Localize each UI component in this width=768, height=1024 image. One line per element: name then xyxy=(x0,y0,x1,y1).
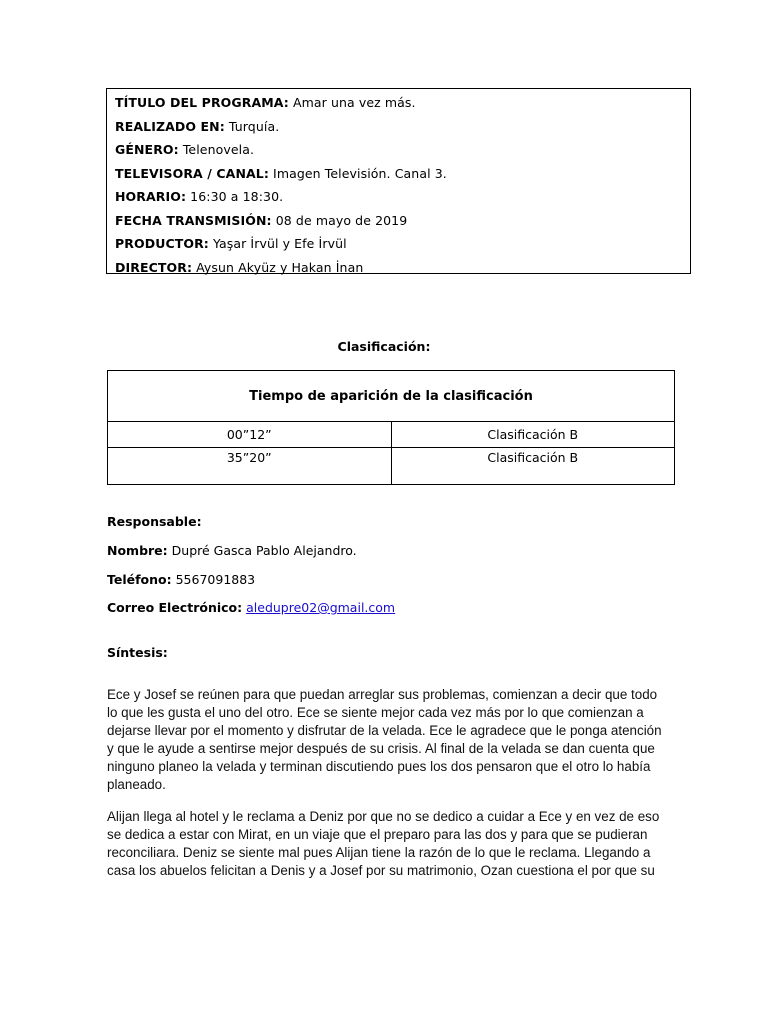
produced-in-label: REALIZADO EN: xyxy=(115,118,225,134)
genre-line xyxy=(115,138,690,162)
phone-value: 5567091883 xyxy=(171,572,256,587)
director-value: Aysun Akyüz y Hakan İnan xyxy=(192,259,364,275)
genre-label: GÉNERO: xyxy=(115,142,179,157)
classification-cell: Clasificación B xyxy=(391,422,675,448)
synthesis-heading xyxy=(107,645,168,660)
synthesis-paragraph-2: Alijan llega al hotel y le reclama a Deniz por que no se dedico a cuidar a Ece y en vez de eso se dedica a estar con Mirat, en un viaje que el preparo para las dos y para que se pudieran reconciliara. Deniz se siente mal pues Alijan tiene la razón de lo que le reclama. Llegando a casa los abuelos felicitan a Denis y a Josef por su matrimonio, Ozan cuestiona el por que su xyxy=(107,809,660,878)
director-line xyxy=(115,256,690,280)
schedule-line xyxy=(115,185,690,209)
produced-in-value: Turquía. xyxy=(224,118,280,134)
classification-header: Tiempo de aparición de la clasificación xyxy=(108,371,675,422)
name-value: Dupré Gasca Pablo Alejandro. xyxy=(167,543,357,558)
phone-label: Teléfono: xyxy=(107,572,172,587)
producer-label: PRODUCTOR: xyxy=(115,236,209,251)
phone-line xyxy=(107,572,255,587)
producer-value: Yaşar İrvül y Efe İrvül xyxy=(208,236,347,251)
program-title-value: Amar una vez más. xyxy=(288,95,416,110)
producer-line xyxy=(115,232,690,256)
synthesis-heading-text: Síntesis: xyxy=(107,645,168,660)
email-link[interactable]: aledupre02@gmail.com xyxy=(246,600,396,615)
classification-table xyxy=(107,370,675,485)
produced-in-line xyxy=(115,115,690,139)
name-line xyxy=(107,543,357,558)
channel-line xyxy=(115,162,690,186)
director-label: DIRECTOR: xyxy=(115,259,193,275)
schedule-value: 16:30 a 18:30. xyxy=(186,189,284,204)
classification-cell: Clasificación B xyxy=(391,448,675,485)
program-info-box xyxy=(106,88,691,274)
name-label: Nombre: xyxy=(107,543,168,558)
appearance-time-cell: 00”12” xyxy=(108,422,392,448)
broadcast-date-value: 08 de mayo de 2019 xyxy=(271,212,408,228)
program-title-line xyxy=(115,91,690,115)
email-line xyxy=(107,600,395,615)
broadcast-date-label: FECHA TRANSMISIÓN: xyxy=(115,212,272,228)
responsible-heading-text: Responsable: xyxy=(107,514,202,529)
classification-header-row xyxy=(108,371,675,422)
synthesis-paragraph-1: Ece y Josef se reúnen para que puedan arreglar sus problemas, comienzan a decir que todo lo que les gusta el uno del otro. Ece se siente mejor cada vez más por lo que comienzan a dejarse llevar por el momento y disfrutar de la velada. Ece le agradece que le ponga atención y que le ayude a sentirse mejor después de su crisis. Al final de la velada se dan cuenta que ninguno planeo la velada y terminan discutiendo pues los dos pensaron que el otro lo había planeado. xyxy=(107,687,662,792)
table-row xyxy=(108,448,675,485)
email-label: Correo Electrónico: xyxy=(107,600,243,615)
broadcast-date-line xyxy=(115,209,690,233)
channel-value: Imagen Televisión. Canal 3. xyxy=(268,165,447,181)
table-row xyxy=(108,422,675,448)
classification-title: Clasificación: xyxy=(337,339,431,354)
appearance-time-cell: 35”20” xyxy=(108,448,392,485)
responsible-heading xyxy=(107,514,202,529)
schedule-label: HORARIO: xyxy=(115,189,187,204)
program-title-label: TÍTULO DEL PROGRAMA: xyxy=(115,95,289,110)
channel-label: TELEVISORA / CANAL: xyxy=(115,165,269,181)
genre-value: Telenovela. xyxy=(178,142,255,157)
